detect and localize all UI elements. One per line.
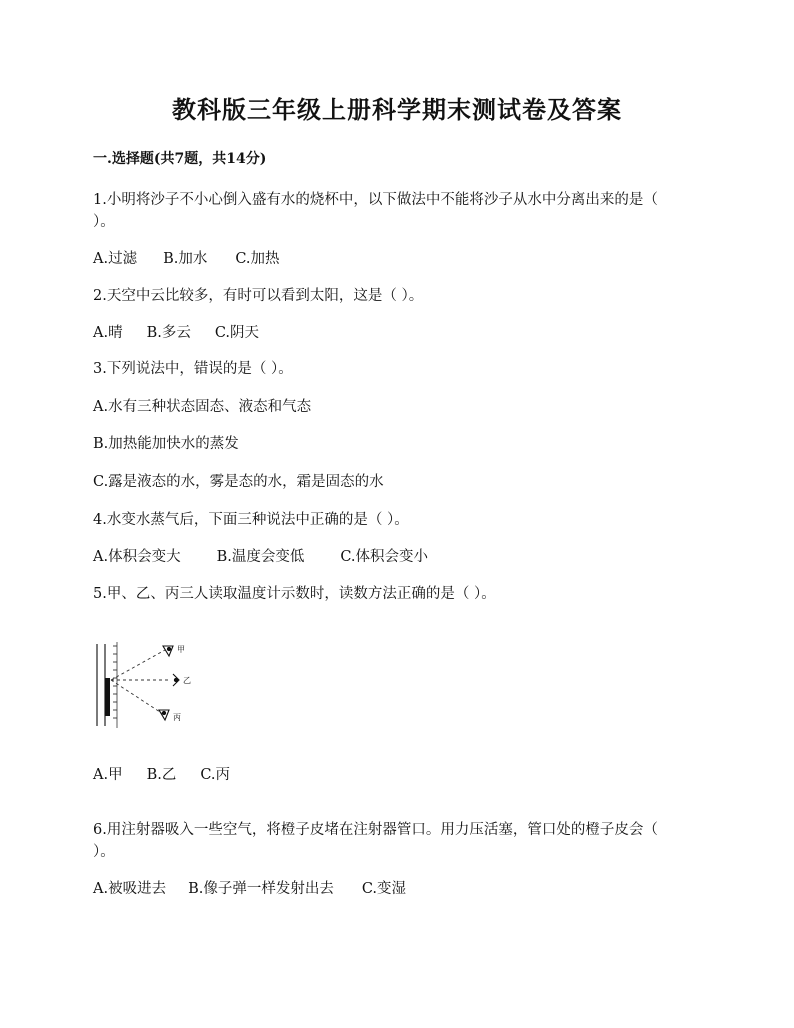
q3-option-a: A.水有三种状态固态、液态和气态 — [93, 399, 312, 415]
question-6-options — [93, 879, 406, 899]
question-4-stem: 4.水变水蒸气后，下面三种说法中正确的是（ ）。 — [93, 512, 409, 528]
q1-option-c: C.加热 — [235, 251, 280, 267]
q5-option-a: A.甲 — [93, 767, 123, 783]
label-jia: 甲 — [177, 645, 185, 654]
q4-option-a: A.体积会变大 — [93, 549, 181, 565]
q1-option-a: A.过滤 — [93, 251, 138, 267]
q4-option-b: B.温度会变低 — [216, 549, 305, 565]
question-5-stem: 5.甲、乙、丙三人读取温度计示数时，读数方法正确的是（ ）。 — [93, 586, 496, 602]
q2-option-b: B.多云 — [146, 325, 191, 341]
question-2-options — [93, 323, 259, 343]
question-1-stem-line-2: ）。 — [93, 214, 115, 230]
q1-option-b: B.加水 — [163, 251, 208, 267]
question-1-stem-line-1: 1.小明将沙子不小心倒入盛有水的烧杯中，以下做法中不能将沙子从水中分离出来的是（ — [93, 192, 658, 208]
q3-option-c: C.露是液态的水，雾是态的水，霜是固态的水 — [93, 474, 384, 490]
thermometer-liquid-column — [105, 678, 110, 716]
thermometer-scale-ticks — [113, 646, 117, 718]
label-yi: 乙 — [183, 676, 191, 685]
page-title: 教科版三年级上册科学期末测试卷及答案 — [172, 95, 622, 124]
sight-lines — [111, 650, 169, 714]
q5-option-c: C.丙 — [200, 767, 231, 783]
section-heading: 一.选择题(共7题，共14分) — [93, 151, 267, 167]
q4-option-c: C.体积会变小 — [340, 549, 429, 565]
q3-option-b: B.加热能加快水的蒸发 — [93, 436, 239, 452]
question-5-options — [93, 765, 230, 785]
q2-option-c: C.阴天 — [214, 325, 260, 341]
question-1-options — [93, 249, 280, 269]
question-2-stem: 2.天空中云比较多，有时可以看到太阳，这是（ ）。 — [93, 288, 424, 304]
q2-option-a: A.晴 — [93, 325, 123, 341]
question-4-options — [93, 547, 428, 567]
label-bing: 丙 — [173, 713, 181, 722]
q5-option-b: B.乙 — [146, 767, 177, 783]
q6-option-c: C.变湿 — [361, 881, 407, 897]
question-6-stem-line-2: ）。 — [93, 844, 115, 860]
q6-option-b: B.像子弹一样发射出去 — [188, 881, 334, 897]
q6-option-a: A.被吸进去 — [93, 881, 167, 897]
thermometer-reading-figure — [93, 640, 203, 730]
question-3-stem: 3.下列说法中，错误的是（ ）。 — [93, 361, 293, 377]
question-6-stem-line-1: 6.用注射器吸入一些空气，将橙子皮堵在注射器管口。用力压活塞，管口处的橙子皮会（ — [93, 822, 658, 838]
